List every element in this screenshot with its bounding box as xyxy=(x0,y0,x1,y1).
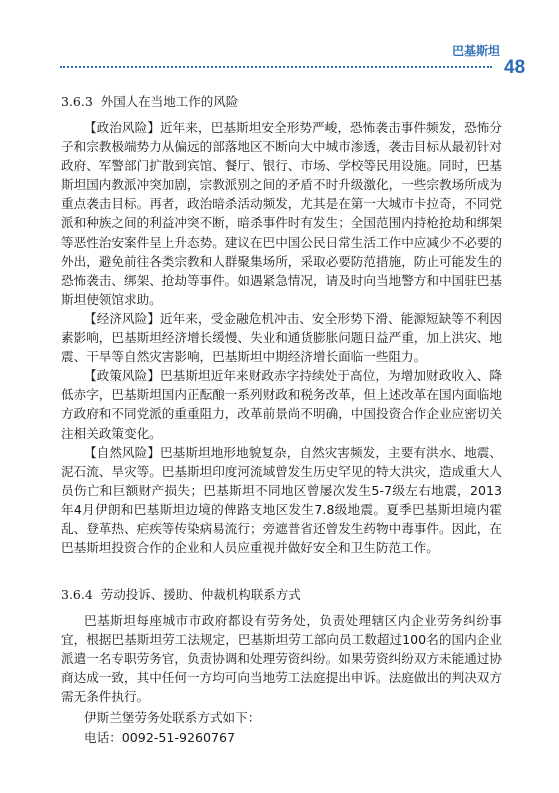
section-title: 外国人在当地工作的风险 xyxy=(100,94,239,109)
section-number: 3.6.3 xyxy=(61,94,93,109)
paragraph-labor-office: 巴基斯坦每座城市市政府都设有劳务处，负责处理辖区内企业劳务纠纷事宜，根据巴基斯坦劳工法规定，巴基斯坦劳工部向员工数超过100名的国内企业派遣一名专职劳务官，负责协调和处理劳资纠纷。如果劳资纠纷双方未能通过协商达成一致，其中任何一方均可向当地劳工法庭提出申诉。法庭做出的判决双方需无条件执行。 xyxy=(61,613,502,705)
section-title: 劳动投诉、援助、仲裁机构联系方式 xyxy=(100,587,301,602)
section-number: 3.6.4 xyxy=(61,587,93,602)
contact-phone: 电话：0092-51-9260767 xyxy=(84,730,236,745)
header-rule xyxy=(60,66,492,68)
body-text-3-6-3 xyxy=(61,118,502,557)
page-number: 48 xyxy=(504,57,526,78)
contact-intro: 伊斯兰堡劳务处联系方式如下： xyxy=(84,710,261,725)
paragraph-policy-risk: 【政策风险】巴基斯坦近年来财政赤字持续处于高位，为增加财政收入、降低赤字，巴基斯坦国内正酝酿一系列财政和税务改革，但上述改革在国内面临地方政府和不同党派的重重阻力，改革前景尚不明确，中国投资合作企业应密切关注相关政策变化。 xyxy=(61,368,502,441)
body-text-3-6-4 xyxy=(61,611,502,706)
section-heading-3-6-4 xyxy=(61,585,501,603)
running-head: 巴基斯坦 xyxy=(451,44,500,58)
section-heading-3-6-3 xyxy=(61,92,501,110)
paragraph-political-risk: 【政治风险】近年来，巴基斯坦安全形势严峻，恐怖袭击事件频发，恐怖分子和宗教极端势力从偏远的部落地区不断向大中城市渗透，袭击目标从最初针对政府、军警部门扩散到宾馆、餐厅、银行、市场、学校等民用设施。同时，巴基斯坦国内教派冲突加剧，宗教派别之间的矛盾不时升级激化，一些宗教场所成为重点袭击目标。再者，政治暗杀活动频发，尤其是在第一大城市卡拉奇，不同党派和种族之间的利益冲突不断，暗杀事件时有发生；全国范围内持枪抢劫和绑架等恶性治安案件呈上升态势。建议在巴中国公民日常生活工作中应减少不必要的外出，避免前往各类宗教和人群聚集场所，采取必要防范措施，防止可能发生的恐怖袭击、绑架、抢劫等事件。如遇紧急情况，请及时向当地警方和中国驻巴基斯坦使领馆求助。 xyxy=(61,120,502,307)
paragraph-natural-risk: 【自然风险】巴基斯坦地形地貌复杂，自然灾害频发，主要有洪水、地震、泥石流、旱灾等。巴基斯坦印度河流域曾发生历史罕见的特大洪灾，造成重大人员伤亡和巨额财产损失；巴基斯坦不同地区曾屡次发生5-7级左右地震，2013年4月伊朗和巴基斯坦边境的俾路支地区发生7.8级地震。夏季巴基斯坦境内霍乱、登革热、疟疾等传染病易流行；旁遮普省还曾发生药物中毒事件。因此，在巴基斯坦投资合作的企业和人员应重视并做好安全和卫生防范工作。 xyxy=(61,444,502,556)
paragraph-economic-risk: 【经济风险】近年来，受金融危机冲击、安全形势下滑、能源短缺等不利因素影响，巴基斯坦经济增长缓慢、失业和通货膨胀问题日益严重，加上洪灾、地震、干旱等自然灾害影响，巴基斯坦中期经济增长面临一些阻力。 xyxy=(61,310,502,365)
